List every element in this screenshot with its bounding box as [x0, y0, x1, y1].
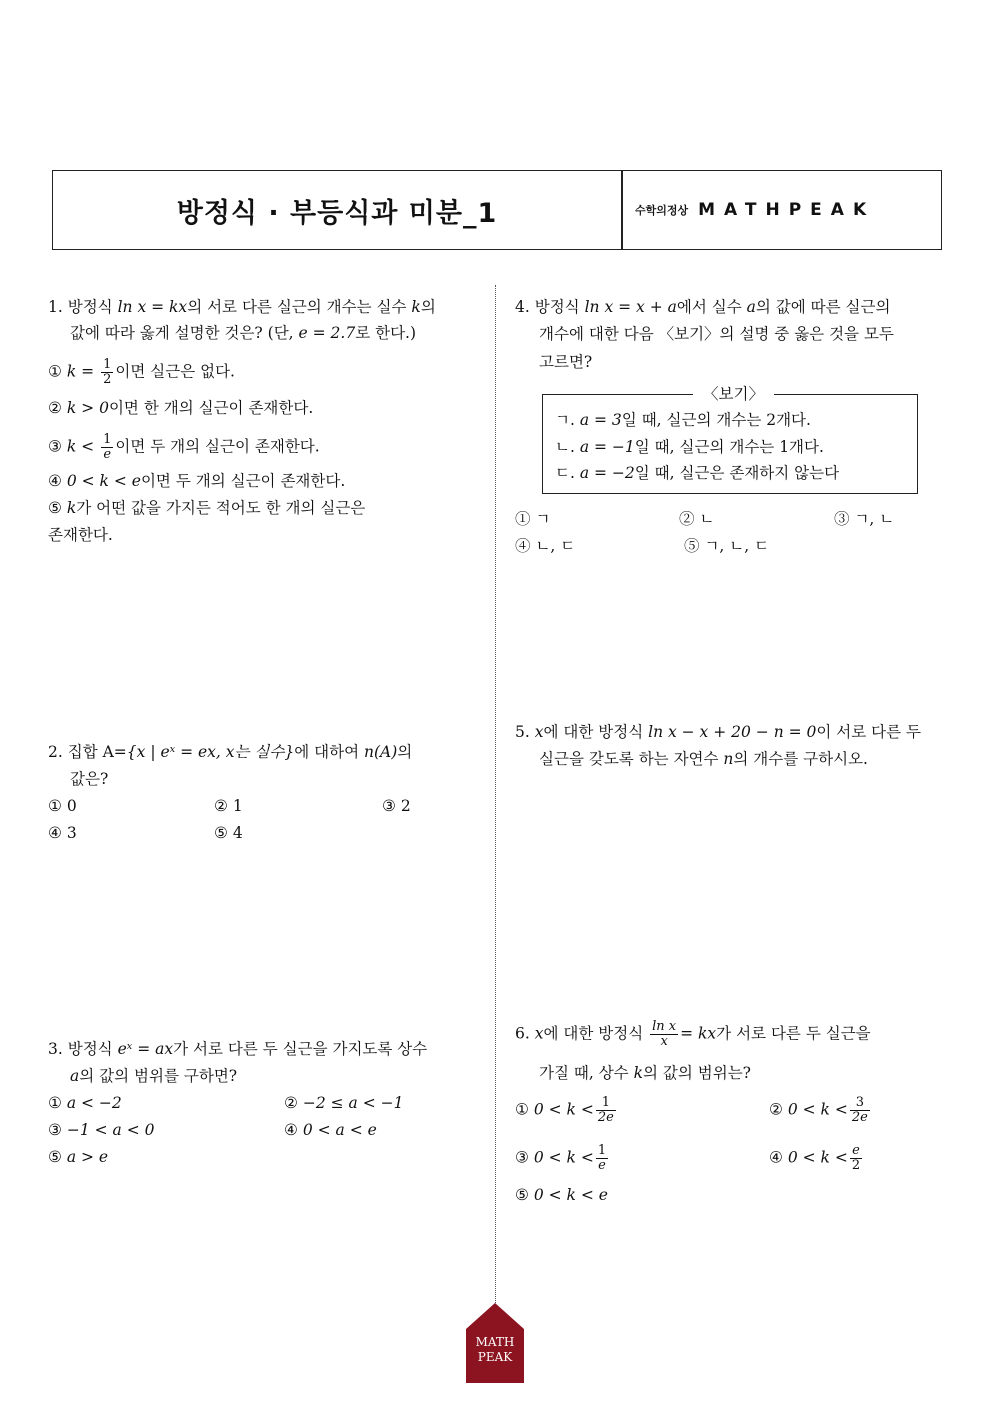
fraction — [101, 433, 113, 462]
q6-choice-5 — [515, 1184, 608, 1206]
fraction-numerator: 1 — [103, 357, 112, 372]
choice-mark: ⑤ — [684, 537, 700, 555]
bogi-item-2 — [555, 436, 824, 458]
choice-value: ㄱ, ㄴ — [854, 510, 895, 528]
q1-choice-1 — [48, 358, 235, 387]
q4-choice-2 — [679, 508, 714, 530]
q1-equation: ln x = kx — [117, 298, 188, 316]
choice-mark: ⑤ — [48, 499, 62, 517]
q5-line2 — [539, 748, 868, 770]
q6-text: 의 값의 범위는? — [642, 1064, 751, 1082]
q1-line2 — [70, 322, 416, 344]
q3-line2 — [70, 1065, 237, 1087]
fraction-denominator: x — [660, 1034, 668, 1049]
q6-text: 에 대한 방정식 — [543, 1024, 649, 1043]
q6-line1 — [515, 1020, 871, 1049]
choice-mark: ④ — [48, 824, 62, 842]
bogi-title: 〈보기〉 — [693, 383, 774, 405]
choice-mark: ① — [48, 1094, 62, 1112]
q6-text: 가질 때, 상수 — [539, 1064, 634, 1082]
q6-text: 가 서로 다른 두 실근을 — [716, 1024, 871, 1043]
choice-math: k < — [66, 437, 95, 456]
q1-choice-5 — [48, 497, 365, 519]
q2-choice-5 — [214, 822, 243, 844]
choice-mark: ① — [515, 1100, 529, 1119]
q2-count: n(A) — [363, 743, 398, 761]
bogi-math: a = −2 — [579, 464, 635, 482]
q4-text: 방정식 — [534, 298, 585, 316]
q4-choice-4 — [515, 535, 575, 557]
fraction-numerator: 1 — [596, 1096, 616, 1111]
brand-subtitle: 수학의정상 — [635, 204, 689, 217]
fraction-numerator: e — [850, 1144, 862, 1159]
fraction — [596, 1144, 608, 1173]
q1-choice-4 — [48, 470, 345, 492]
choice-text: 이면 두 개의 실근이 존재한다. — [140, 472, 346, 490]
choice-value: ㄴ — [699, 510, 715, 528]
choice-math: 0 < k < — [533, 1148, 594, 1167]
bogi-item-3 — [555, 462, 839, 484]
bogi-label: ㄴ. — [555, 438, 575, 456]
q1-number: 1. — [48, 298, 63, 316]
q4-choice-3 — [834, 508, 894, 530]
q3-choice-2 — [284, 1092, 403, 1114]
choice-value: ㄱ, ㄴ, ㄷ — [704, 537, 770, 555]
choice-mark: ② — [48, 399, 62, 417]
choice-mark: ③ — [382, 797, 396, 815]
q5-text: 에 대한 방정식 — [543, 723, 649, 741]
fraction-denominator: e — [598, 1158, 606, 1173]
q2-text: 의 — [397, 743, 413, 761]
choice-mark: ② — [769, 1100, 783, 1119]
choice-mark: ⑤ — [214, 824, 228, 842]
q4-equation: ln x = x + a — [584, 298, 677, 316]
q2-choice-2 — [214, 795, 243, 817]
choice-mark: ③ — [515, 1148, 529, 1167]
page-title: 방정식 · 부등식과 미분_1 — [176, 197, 498, 229]
q6-var: k — [633, 1064, 643, 1082]
choice-math: 0 < k < — [787, 1148, 848, 1167]
q1-text: 값에 따라 옳게 설명한 것은? (단, — [70, 324, 299, 342]
q2-text: 에 대하여 — [294, 743, 364, 761]
brand-name: MATHPEAK — [698, 200, 876, 220]
column-separator — [495, 285, 496, 1315]
choice-math: k — [66, 499, 77, 517]
choice-mark: ④ — [515, 537, 531, 555]
fraction-numerator: 1 — [103, 432, 112, 447]
q2-text: 집합 A= — [67, 743, 127, 761]
choice-value: ㄱ — [535, 510, 551, 528]
q6-choice-3 — [515, 1144, 610, 1173]
q2-choice-3 — [382, 795, 411, 817]
choice-value: 1 — [232, 797, 243, 815]
q4-var: a — [746, 298, 756, 316]
q6-number: 6. — [515, 1024, 530, 1043]
q1-choice-5-cont — [48, 524, 113, 546]
q5-equation: ln x − x + 20 − n = 0 — [648, 723, 817, 741]
choice-mark: ⑤ — [48, 1148, 62, 1166]
q1-line1 — [48, 296, 436, 318]
choice-mark: ④ — [769, 1148, 783, 1167]
fraction — [101, 358, 113, 387]
bogi-label: ㄷ. — [555, 464, 575, 482]
logo-text — [466, 1335, 524, 1365]
q6-choice-2 — [769, 1096, 872, 1125]
choice-math: 0 < k < e — [533, 1186, 608, 1204]
q5-var: n — [723, 750, 734, 768]
header-box — [52, 170, 942, 250]
q2-line1 — [48, 741, 412, 763]
fraction — [650, 1020, 678, 1049]
bogi-math: a = −1 — [579, 438, 635, 456]
choice-math: k > 0 — [66, 399, 109, 417]
choice-math: 0 < k < — [533, 1100, 594, 1119]
q3-choice-3 — [48, 1119, 154, 1141]
choice-value: a < −2 — [66, 1094, 122, 1112]
q2-choice-4 — [48, 822, 77, 844]
fraction-denominator: 2e — [851, 1110, 868, 1125]
q2-set: {x | eˣ = ex, x는 실수} — [126, 743, 295, 761]
q3-choice-5 — [48, 1146, 108, 1168]
choice-value: 4 — [232, 824, 243, 842]
bogi-box — [542, 385, 918, 494]
q4-text: 에서 실수 — [676, 298, 747, 316]
choice-mark: ① — [48, 797, 62, 815]
q1-var: k — [411, 298, 421, 316]
choice-mark: ② — [679, 510, 695, 528]
bogi-label: ㄱ. — [555, 411, 575, 429]
fraction-denominator: 2 — [851, 1158, 861, 1173]
fraction — [596, 1096, 616, 1125]
choice-mark: ① — [515, 510, 531, 528]
q4-text: 의 값에 따른 실근의 — [755, 298, 891, 316]
choice-mark: ② — [214, 797, 228, 815]
q2-choice-1 — [48, 795, 77, 817]
choice-text: 존재한다. — [48, 526, 113, 544]
q4-number: 4. — [515, 298, 530, 316]
choice-value: −2 ≤ a < −1 — [302, 1094, 404, 1112]
choice-math: 0 < k < — [787, 1100, 848, 1119]
q3-equation: eˣ = ax — [117, 1040, 174, 1058]
q1-condition: e = 2.7 — [298, 324, 356, 342]
choice-mark: ④ — [48, 472, 62, 490]
q4-line1 — [515, 296, 890, 318]
choice-text: 가 어떤 값을 가지든 적어도 한 개의 실근은 — [76, 499, 366, 517]
choice-value: 3 — [66, 824, 77, 842]
q6-choice-1 — [515, 1096, 618, 1125]
bogi-text: 일 때, 실근의 개수는 2개다. — [621, 411, 811, 429]
choice-mark: ③ — [48, 1121, 62, 1139]
bogi-item-1 — [555, 409, 811, 431]
q3-text: 방정식 — [67, 1040, 118, 1058]
choice-value: 0 < a < e — [302, 1121, 377, 1139]
q6-var: x — [534, 1024, 544, 1043]
fraction-denominator: 2e — [597, 1110, 614, 1125]
choice-math: 0 < k < e — [66, 472, 141, 490]
fraction-numerator: 1 — [597, 1143, 607, 1158]
q4-choice-1 — [515, 508, 550, 530]
bogi-math: a = 3 — [579, 411, 622, 429]
choice-value: 2 — [400, 797, 411, 815]
fraction-denominator: e — [103, 447, 112, 462]
q6-equation: = kx — [680, 1024, 717, 1043]
q2-number: 2. — [48, 743, 63, 761]
q6-choice-4 — [769, 1144, 864, 1173]
q3-choice-4 — [284, 1119, 377, 1141]
q4-line3: 고르면? — [539, 353, 593, 371]
q5-number: 5. — [515, 723, 530, 741]
q3-choice-1 — [48, 1092, 122, 1114]
mathpeak-logo — [466, 1303, 524, 1383]
q3-text: 의 값의 범위를 구하면? — [79, 1067, 238, 1085]
fraction-numerator: ln x — [652, 1019, 677, 1034]
fraction — [850, 1096, 870, 1125]
q5-text: 이 서로 다른 두 — [816, 723, 922, 741]
choice-mark: ③ — [48, 437, 62, 456]
q3-number: 3. — [48, 1040, 63, 1058]
q5-line1 — [515, 721, 921, 743]
logo-line-1: MATH — [475, 1335, 515, 1349]
choice-mark: ④ — [284, 1121, 298, 1139]
choice-text: 이면 실근은 없다. — [115, 362, 235, 381]
q1-text: 방정식 — [67, 298, 118, 316]
q1-text: 로 한다.) — [355, 324, 417, 342]
choice-value: −1 < a < 0 — [66, 1121, 155, 1139]
q5-text: 실근을 갖도록 하는 자연수 — [539, 750, 724, 768]
choice-math: k = — [66, 362, 95, 381]
q1-choice-2 — [48, 397, 313, 419]
q5-var: x — [534, 723, 544, 741]
q1-choice-3 — [48, 433, 320, 462]
choice-mark: ③ — [834, 510, 850, 528]
choice-value: 0 — [66, 797, 77, 815]
q3-text: 가 서로 다른 두 실근을 가지도록 상수 — [173, 1040, 428, 1058]
fraction — [850, 1144, 862, 1173]
fraction-denominator: 2 — [103, 372, 112, 387]
choice-value: ㄴ, ㄷ — [535, 537, 576, 555]
brand — [623, 171, 941, 249]
choice-value: a > e — [66, 1148, 109, 1166]
bogi-text: 일 때, 실근은 존재하지 않는다 — [634, 464, 840, 482]
q2-line2: 값은? — [70, 770, 109, 788]
q4-line2: 개수에 대한 다음 〈보기〉의 설명 중 옳은 것을 모두 — [539, 325, 894, 343]
logo-line-2: PEAK — [477, 1350, 513, 1364]
choice-mark: ① — [48, 362, 62, 381]
q1-text: 의 — [420, 298, 436, 316]
choice-text: 이면 한 개의 실근이 존재한다. — [108, 399, 314, 417]
q1-text: 의 서로 다른 실근의 개수는 실수 — [187, 298, 412, 316]
q4-choice-5 — [684, 535, 769, 557]
q6-line2 — [539, 1062, 751, 1084]
choice-mark: ⑤ — [515, 1186, 529, 1204]
choice-mark: ② — [284, 1094, 298, 1112]
q5-text: 의 개수를 구하시오. — [733, 750, 868, 768]
choice-text: 이면 두 개의 실근이 존재한다. — [115, 437, 320, 456]
q3-line1 — [48, 1038, 427, 1060]
bogi-text: 일 때, 실근의 개수는 1개다. — [634, 438, 824, 456]
fraction-numerator: 3 — [850, 1096, 870, 1111]
q3-var: a — [70, 1067, 80, 1085]
